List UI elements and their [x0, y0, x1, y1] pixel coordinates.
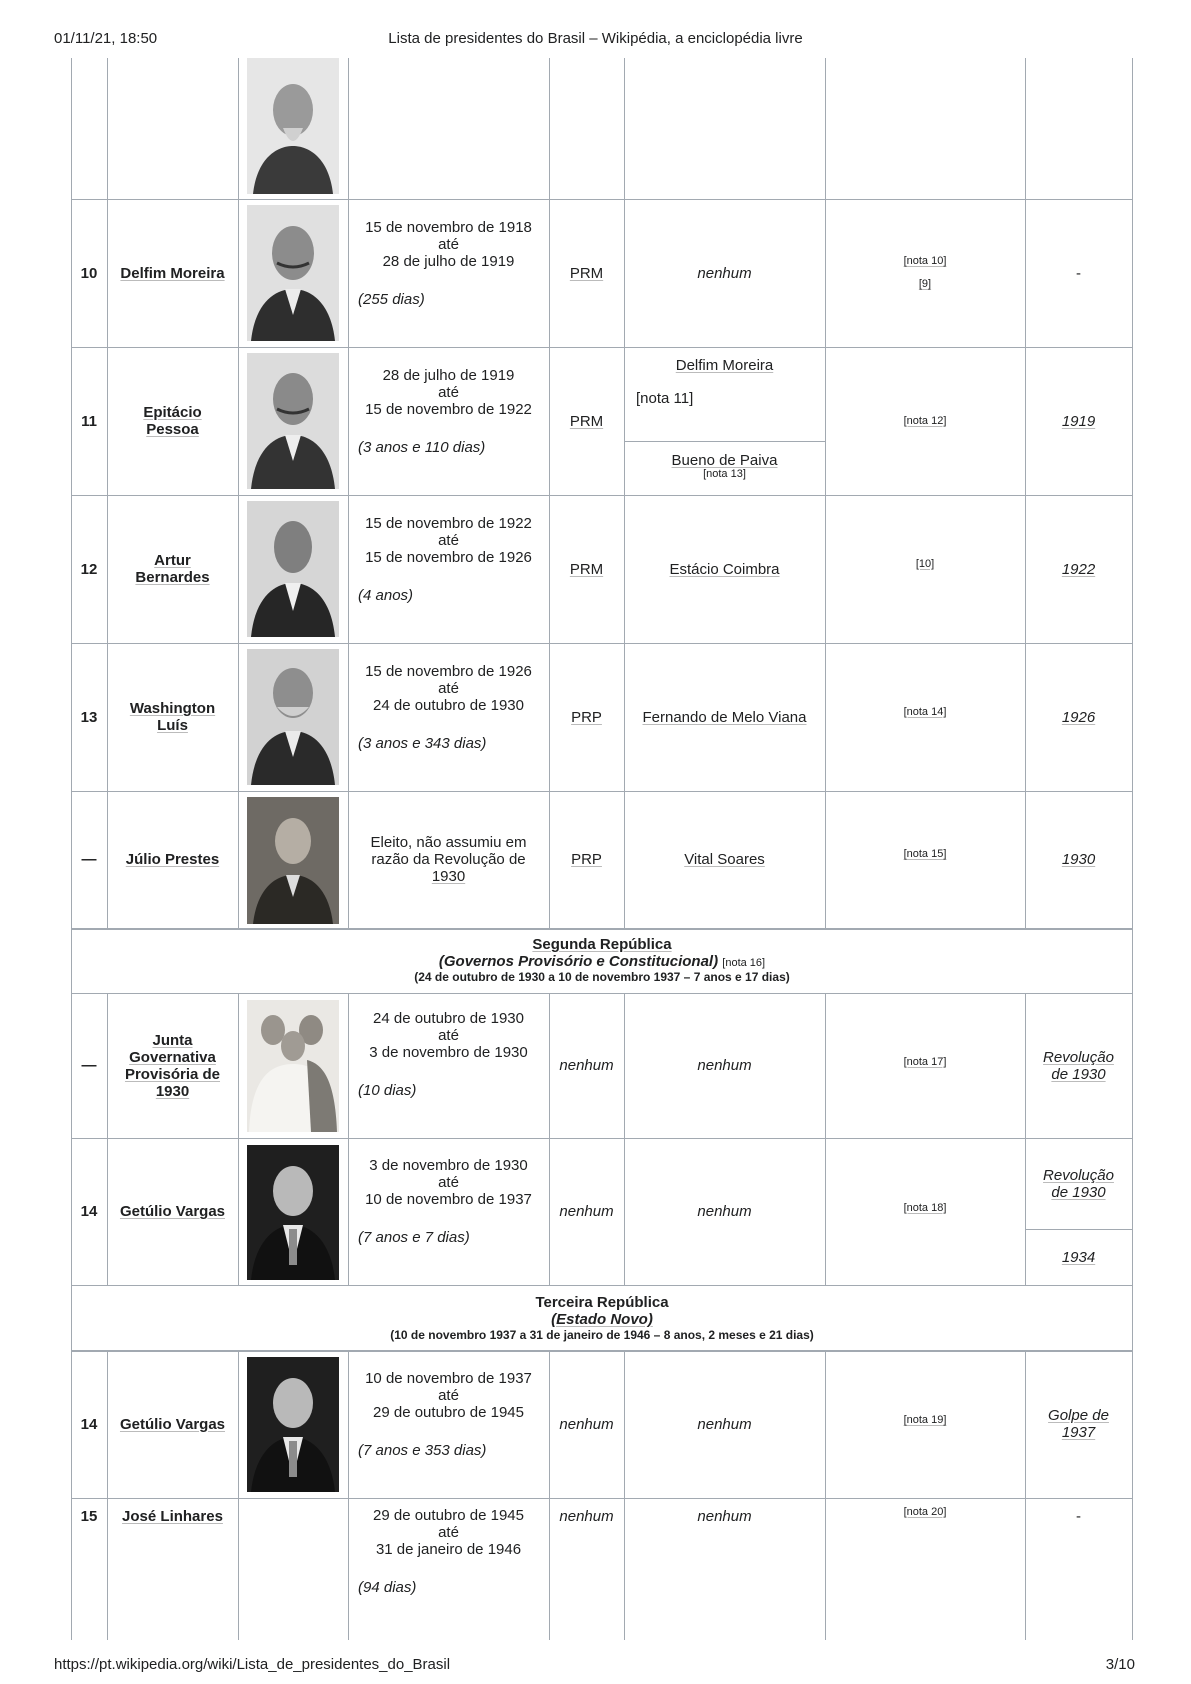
- president-name[interactable]: Epitácio Pessoa: [143, 404, 202, 438]
- term-cell: 24 de outubro de 1930 até 3 de novembro de 1930 (10 dias): [358, 1010, 528, 1099]
- term-cell: 29 de outubro de 1945 até 31 de janeiro de 1946 (94 dias): [358, 1507, 524, 1596]
- print-datetime: 01/11/21, 18:50: [54, 30, 158, 47]
- election-link[interactable]: 1919: [1061, 412, 1096, 430]
- vice-president: nenhum: [697, 1203, 752, 1220]
- election-link[interactable]: 1934: [1061, 1248, 1096, 1266]
- party-link[interactable]: PRP: [571, 851, 602, 868]
- election-link[interactable]: Revolução de 1930: [1043, 1166, 1114, 1201]
- note-link[interactable]: [nota 12]: [903, 414, 947, 427]
- vice-president[interactable]: Estácio Coimbra: [669, 560, 780, 578]
- president-name[interactable]: Artur Bernardes: [135, 552, 210, 586]
- party-cell: nenhum: [559, 1057, 614, 1074]
- section-header: [71, 1294, 1133, 1342]
- term-cell: 15 de novembro de 1922 até 15 de novembro de 1926 (4 anos): [358, 515, 532, 604]
- portrait-photo: [247, 649, 339, 785]
- portrait-photo: [247, 1357, 339, 1492]
- term-cell: 28 de julho de 1919 até 15 de novembro de 1922 (3 anos e 110 dias): [358, 367, 532, 456]
- portrait-photo: [247, 353, 339, 489]
- president-number: 14: [80, 1203, 98, 1220]
- president-number: —: [81, 851, 97, 868]
- president-number: 15: [80, 1507, 98, 1525]
- term-cell: 3 de novembro de 1930 até 10 de novembro de 1937 (7 anos e 7 dias): [358, 1157, 532, 1246]
- section-period: (10 de novembro 1937 a 31 de janeiro de 1946 – 8 anos, 2 meses e 21 dias): [390, 1328, 814, 1342]
- election-link[interactable]: Revolução de 1930: [1043, 1048, 1114, 1083]
- vice-president[interactable]: Fernando de Melo Viana: [642, 708, 807, 726]
- president-number: 10: [80, 264, 98, 282]
- vice-president: nenhum: [697, 264, 752, 282]
- term-cell: Eleito, não assumiu em razão da Revolução de 1930: [370, 834, 527, 885]
- election-cell: -: [1076, 264, 1081, 282]
- note-link[interactable]: [nota 11]: [636, 390, 694, 407]
- vice-president: nenhum: [697, 1507, 752, 1525]
- portrait-photo: [247, 58, 339, 194]
- note-link[interactable]: [nota 18]: [903, 1201, 947, 1214]
- president-number: 12: [80, 560, 98, 578]
- section-title[interactable]: Segunda República: [532, 936, 672, 953]
- section-subtitle: (Governos Provisório e Constitucional): [438, 953, 719, 970]
- party-cell: nenhum: [559, 1507, 614, 1525]
- president-name[interactable]: Getúlio Vargas: [119, 1203, 226, 1220]
- election-cell: -: [1076, 1507, 1081, 1525]
- party-link[interactable]: PRM: [569, 412, 604, 430]
- portrait-photo: [247, 1145, 339, 1280]
- party-cell: nenhum: [559, 1415, 614, 1433]
- term-cell: 15 de novembro de 1918 até 28 de julho de 1919 (255 dias): [358, 219, 532, 308]
- election-link[interactable]: 1922: [1061, 560, 1096, 578]
- portrait-photo: [247, 1000, 339, 1132]
- vice-president[interactable]: Vital Soares: [684, 851, 765, 868]
- party-link[interactable]: PRM: [569, 264, 604, 282]
- note-link[interactable]: [nota 10]: [903, 255, 947, 267]
- president-name[interactable]: Delfim Moreira: [120, 264, 225, 282]
- president-name[interactable]: Getúlio Vargas: [119, 1415, 226, 1433]
- note-link[interactable]: [nota 16]: [722, 957, 766, 969]
- note-link[interactable]: [nota 13]: [703, 467, 746, 480]
- party-link[interactable]: PRM: [569, 560, 604, 578]
- party-link[interactable]: PRP: [571, 708, 602, 726]
- note-cell: [825, 199, 1025, 347]
- president-name[interactable]: Júlio Prestes: [125, 851, 220, 868]
- note-link[interactable]: [nota 15]: [903, 848, 947, 860]
- page-url[interactable]: https://pt.wikipedia.org/wiki/Lista_de_presidentes_do_Brasil: [54, 1656, 451, 1673]
- section-subtitle[interactable]: (Estado Novo): [551, 1311, 653, 1328]
- president-name[interactable]: Junta Governativa Provisória de 1930: [124, 1031, 221, 1100]
- party-cell: nenhum: [559, 1203, 614, 1220]
- term-cell: 15 de novembro de 1926 até 24 de outubro de 1930 (3 anos e 343 dias): [358, 663, 532, 752]
- page-number: 3/10: [1105, 1656, 1135, 1673]
- note-link[interactable]: [nota 17]: [903, 1055, 947, 1068]
- ref-link[interactable]: [10]: [915, 557, 935, 570]
- section-title: Terceira República: [535, 1294, 669, 1311]
- term-cell: 10 de novembro de 1937 até 29 de outubro de 1945 (7 anos e 353 dias): [358, 1370, 532, 1459]
- note-link[interactable]: [nota 20]: [903, 1505, 947, 1518]
- portrait-photo: [247, 797, 339, 924]
- president-name[interactable]: José Linhares: [122, 1507, 223, 1525]
- section-period: (24 de outubro de 1930 a 10 de novembro 1937 – 7 anos e 17 dias): [414, 970, 790, 984]
- portrait-photo: [247, 205, 339, 341]
- vice-president[interactable]: Bueno de Paiva: [671, 451, 778, 469]
- election-link[interactable]: 1926: [1061, 708, 1096, 726]
- note-link[interactable]: [nota 14]: [903, 705, 947, 718]
- vice-president: nenhum: [697, 1057, 752, 1074]
- vice-president: nenhum: [697, 1415, 752, 1433]
- portrait-photo: [247, 501, 339, 637]
- section-header: [71, 936, 1133, 984]
- vice-president[interactable]: Delfim Moreira: [675, 356, 774, 374]
- election-link[interactable]: Golpe de 1937: [1048, 1407, 1109, 1441]
- president-number: 11: [81, 412, 97, 430]
- president-number: —: [81, 1057, 97, 1074]
- note-link[interactable]: [nota 19]: [903, 1414, 947, 1426]
- election-link[interactable]: 1930: [1061, 851, 1096, 868]
- president-number: 14: [80, 1415, 98, 1433]
- ref-link[interactable]: [9]: [918, 278, 932, 290]
- president-name[interactable]: Washington Luís: [129, 700, 216, 734]
- page-title: Lista de presidentes do Brasil – Wikipédia, a enciclopédia livre: [388, 30, 803, 47]
- president-number: 13: [80, 708, 98, 726]
